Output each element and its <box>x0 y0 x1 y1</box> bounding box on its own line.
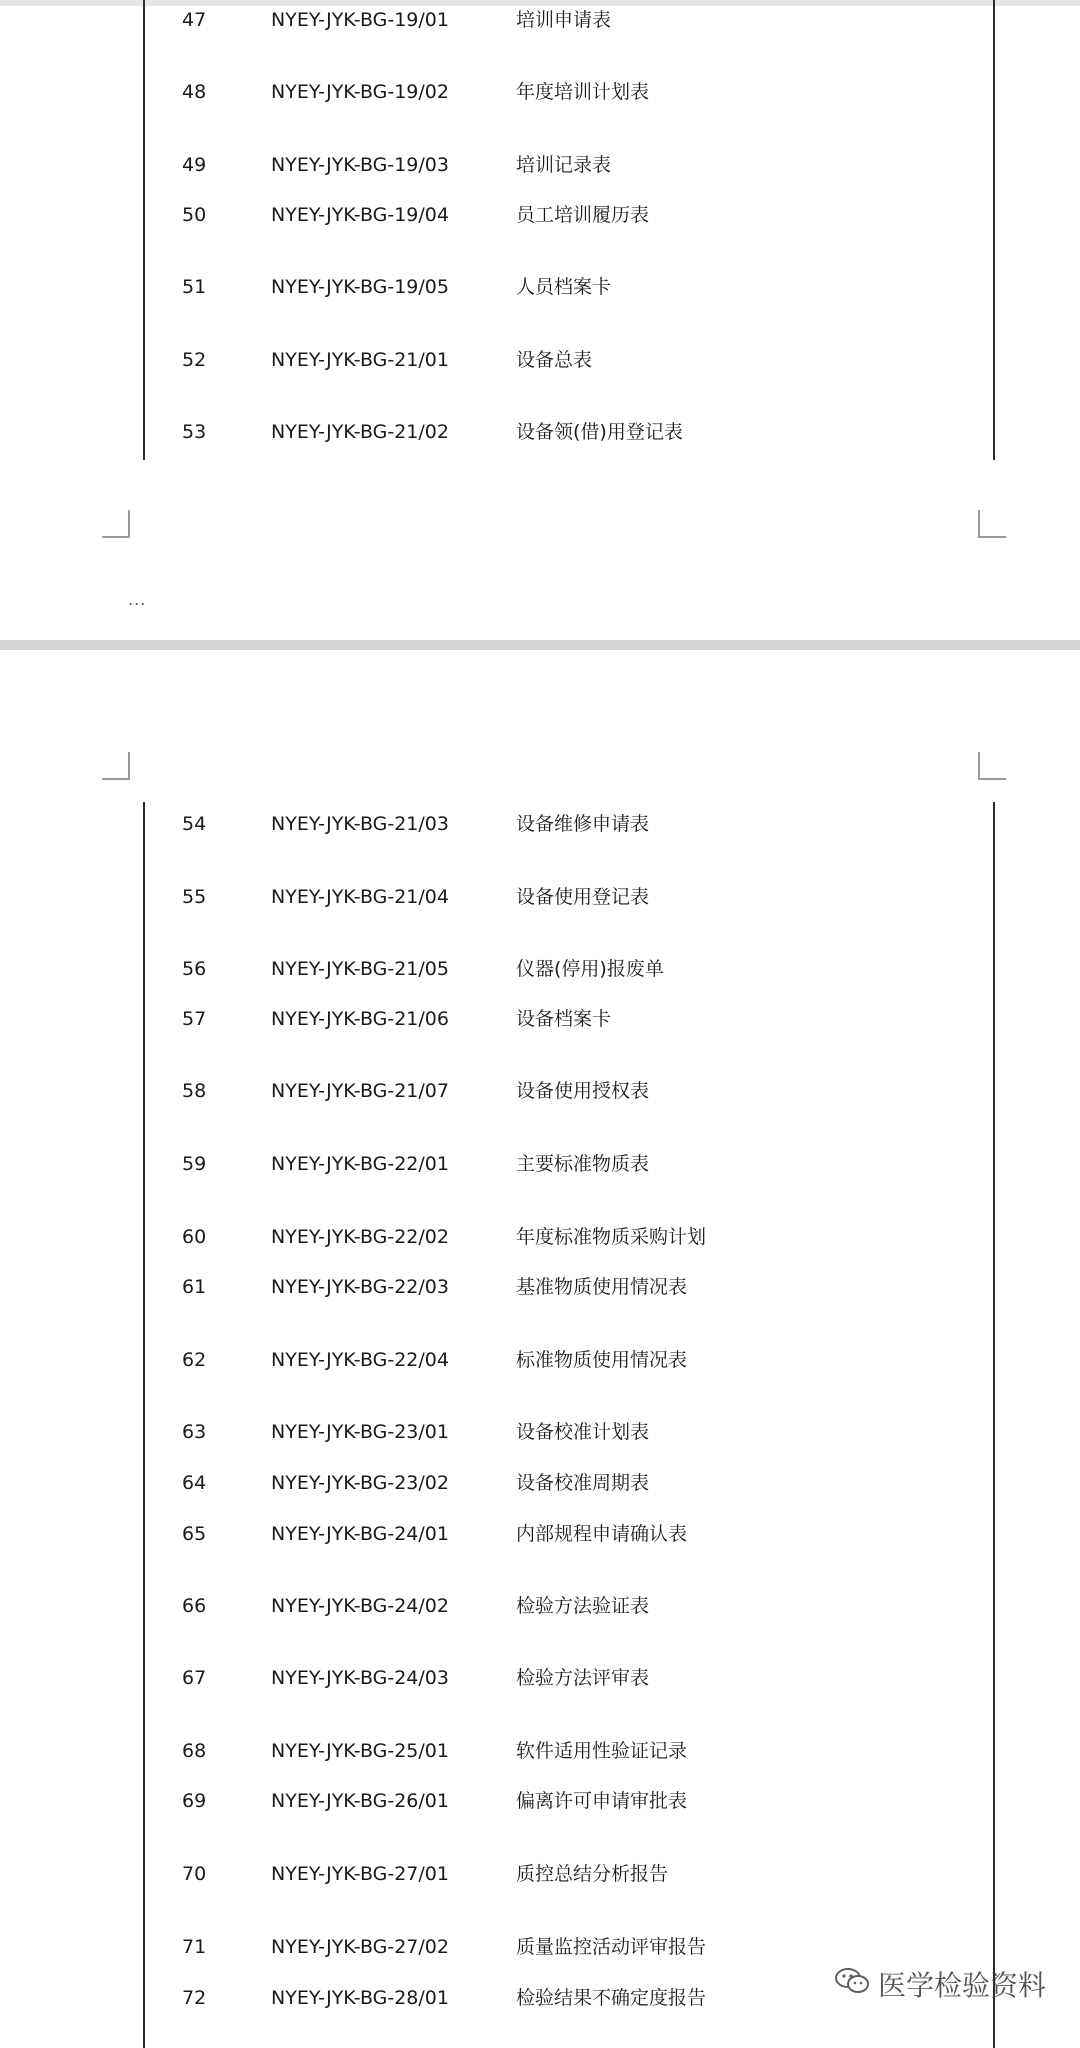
row-code: NYEY-JYK-BG-22/04 <box>271 1349 449 1371</box>
row-name: 主要标准物质表 <box>516 1153 650 1175</box>
table-row <box>0 1415 1080 1449</box>
row-number: 63 <box>182 1421 207 1443</box>
row-code: NYEY-JYK-BG-19/03 <box>271 154 449 176</box>
table-row <box>0 198 1080 232</box>
row-code: NYEY-JYK-BG-19/05 <box>271 276 449 298</box>
table-row <box>0 1784 1080 1818</box>
page-corner-mark-top-right <box>978 752 1006 780</box>
row-code: NYEY-JYK-BG-23/02 <box>271 1472 449 1494</box>
row-number: 60 <box>182 1226 207 1248</box>
page-corner-mark-bottom-right <box>978 510 1006 538</box>
table-row <box>0 1661 1080 1695</box>
row-code: NYEY-JYK-BG-21/02 <box>271 421 449 443</box>
row-name: 偏离许可申请审批表 <box>516 1790 688 1812</box>
row-number: 54 <box>182 813 207 835</box>
row-code: NYEY-JYK-BG-21/01 <box>271 349 449 371</box>
row-number: 59 <box>182 1153 207 1175</box>
row-code: NYEY-JYK-BG-24/03 <box>271 1667 449 1689</box>
row-number: 67 <box>182 1667 207 1689</box>
table-row <box>0 75 1080 109</box>
row-name: 人员档案卡 <box>516 276 612 298</box>
row-code: NYEY-JYK-BG-21/04 <box>271 886 449 908</box>
row-name: 检验结果不确定度报告 <box>516 1987 707 2009</box>
row-number: 57 <box>182 1008 207 1030</box>
row-name: 员工培训履历表 <box>516 204 650 226</box>
row-name: 设备校准周期表 <box>516 1472 650 1494</box>
row-name: 基准物质使用情况表 <box>516 1276 688 1298</box>
row-name: 标准物质使用情况表 <box>516 1349 688 1371</box>
table-row <box>0 1002 1080 1036</box>
row-number: 70 <box>182 1863 207 1885</box>
row-code: NYEY-JYK-BG-19/01 <box>271 9 449 31</box>
row-number: 65 <box>182 1523 207 1545</box>
row-number: 72 <box>182 1987 207 2009</box>
document-page-1 <box>0 0 1080 640</box>
row-name: 设备总表 <box>516 349 593 371</box>
row-name: 年度培训计划表 <box>516 81 650 103</box>
table-row <box>0 1589 1080 1623</box>
row-number: 66 <box>182 1595 207 1617</box>
row-code: NYEY-JYK-BG-21/07 <box>271 1080 449 1102</box>
row-code: NYEY-JYK-BG-23/01 <box>271 1421 449 1443</box>
table-row <box>0 1857 1080 1891</box>
row-name: 设备领(借)用登记表 <box>516 421 683 443</box>
row-name: 年度标准物质采购计划 <box>516 1226 707 1248</box>
table-row <box>0 1734 1080 1768</box>
row-name: 仪器(停用)报废单 <box>516 958 664 980</box>
row-code: NYEY-JYK-BG-27/01 <box>271 1863 449 1885</box>
row-number: 64 <box>182 1472 207 1494</box>
row-code: NYEY-JYK-BG-26/01 <box>271 1790 449 1812</box>
row-code: NYEY-JYK-BG-21/06 <box>271 1008 449 1030</box>
table-row <box>0 1930 1080 1964</box>
row-number: 48 <box>182 81 207 103</box>
row-code: NYEY-JYK-BG-22/03 <box>271 1276 449 1298</box>
page-ellipsis: ... <box>128 590 147 609</box>
row-number: 56 <box>182 958 207 980</box>
row-name: 培训申请表 <box>516 9 612 31</box>
row-number: 49 <box>182 154 207 176</box>
table-row <box>0 270 1080 304</box>
table-row <box>0 415 1080 449</box>
table-row <box>0 1270 1080 1304</box>
row-number: 62 <box>182 1349 207 1371</box>
document-page-2 <box>0 650 1080 2048</box>
row-code: NYEY-JYK-BG-21/05 <box>271 958 449 980</box>
row-name: 设备维修申请表 <box>516 813 650 835</box>
page-separator <box>0 640 1080 650</box>
row-number: 52 <box>182 349 207 371</box>
page-corner-mark-bottom-left <box>102 510 130 538</box>
row-name: 检验方法评审表 <box>516 1667 650 1689</box>
row-code: NYEY-JYK-BG-21/03 <box>271 813 449 835</box>
row-name: 培训记录表 <box>516 154 612 176</box>
row-name: 内部规程申请确认表 <box>516 1523 688 1545</box>
row-name: 设备校准计划表 <box>516 1421 650 1443</box>
table-row <box>0 952 1080 986</box>
row-name: 检验方法验证表 <box>516 1595 650 1617</box>
watermark <box>834 1964 1046 2004</box>
row-name: 设备使用授权表 <box>516 1080 650 1102</box>
watermark-text: 医学检验资料 <box>877 1969 1046 2002</box>
row-name: 质控总结分析报告 <box>516 1863 669 1885</box>
row-code: NYEY-JYK-BG-25/01 <box>271 1740 449 1762</box>
row-code: NYEY-JYK-BG-22/01 <box>271 1153 449 1175</box>
row-code: NYEY-JYK-BG-24/02 <box>271 1595 449 1617</box>
table-row <box>0 1147 1080 1181</box>
row-number: 69 <box>182 1790 207 1812</box>
table-row <box>0 1074 1080 1108</box>
row-number: 68 <box>182 1740 207 1762</box>
row-number: 55 <box>182 886 207 908</box>
row-name: 设备档案卡 <box>516 1008 612 1030</box>
page-corner-mark-top-left <box>102 752 130 780</box>
row-code: NYEY-JYK-BG-19/02 <box>271 81 449 103</box>
row-number: 53 <box>182 421 207 443</box>
row-number: 50 <box>182 204 207 226</box>
table-row <box>0 880 1080 914</box>
row-name: 设备使用登记表 <box>516 886 650 908</box>
table-row <box>0 807 1080 841</box>
table-row <box>0 1220 1080 1254</box>
row-code: NYEY-JYK-BG-22/02 <box>271 1226 449 1248</box>
table-row <box>0 1466 1080 1500</box>
table-row <box>0 1343 1080 1377</box>
row-code: NYEY-JYK-BG-27/02 <box>271 1936 449 1958</box>
table-row <box>0 343 1080 377</box>
row-code: NYEY-JYK-BG-28/01 <box>271 1987 449 2009</box>
row-name: 软件适用性验证记录 <box>516 1740 688 1762</box>
wechat-icon <box>834 1966 870 2003</box>
table-row <box>0 148 1080 182</box>
table-row <box>0 3 1080 37</box>
row-number: 47 <box>182 9 207 31</box>
row-number: 51 <box>182 276 207 298</box>
row-code: NYEY-JYK-BG-19/04 <box>271 204 449 226</box>
row-number: 71 <box>182 1936 207 1958</box>
row-name: 质量监控活动评审报告 <box>516 1936 707 1958</box>
row-number: 58 <box>182 1080 207 1102</box>
table-row <box>0 1517 1080 1551</box>
row-number: 61 <box>182 1276 207 1298</box>
row-code: NYEY-JYK-BG-24/01 <box>271 1523 449 1545</box>
